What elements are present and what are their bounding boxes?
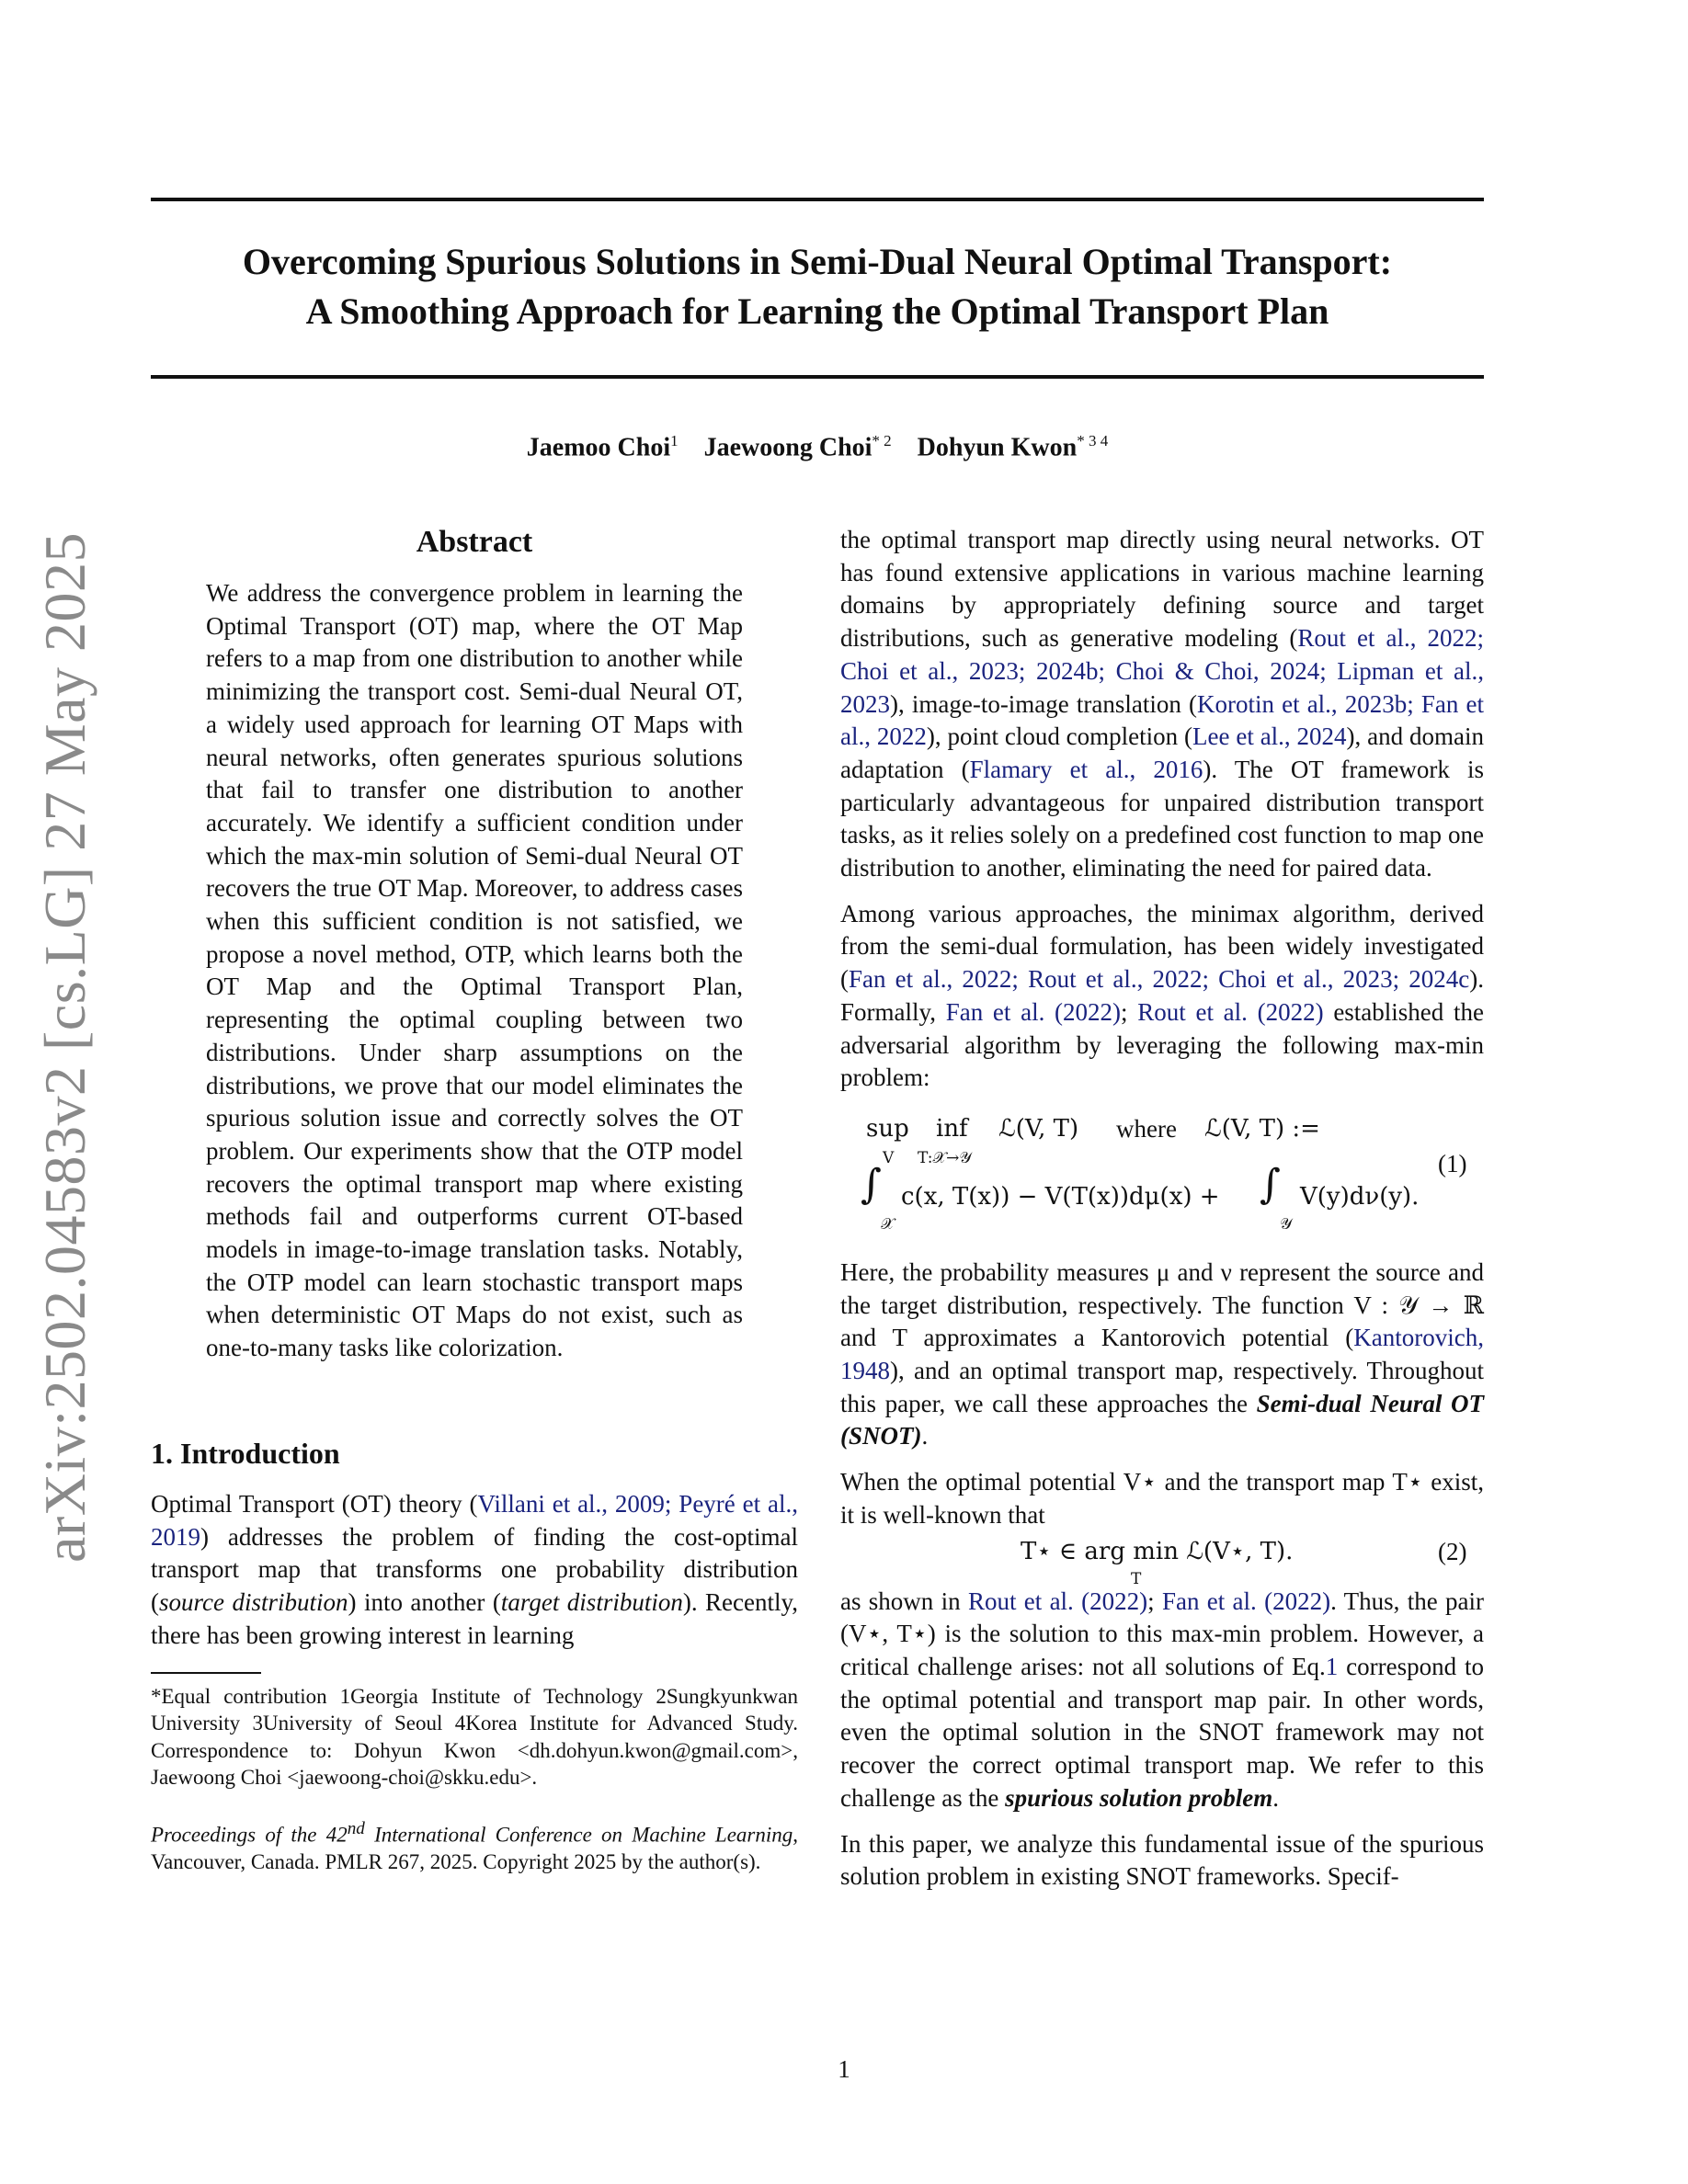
citation-link[interactable]: Korotin et al., 2023b; Fan et al., 2022 [840, 689, 1485, 751]
introduction-heading: 1. Introduction [151, 1436, 340, 1470]
title-line-1: Overcoming Spurious Solutions in Semi-Dual Neural Optimal Transport: [242, 241, 1393, 282]
citation-link[interactable]: Rout et al. (2022) [1137, 997, 1324, 1026]
paragraph: Here, the probability measures μ and ν represent the source and the target distribution, respectively. The function V : 𝒴 → ℝ and T approximates a Kantorovich potential (Kantorovich, 1948), and an optimal transport map, respectively. Throughout this paper, we call these approaches the Semi-dual Neural OT (SNOT). [840, 1257, 1484, 1450]
citation-link[interactable]: Fan et al. (2022) [1161, 1587, 1331, 1615]
right-column [840, 524, 1484, 1906]
author-affiliation: * 3 4 [1077, 432, 1109, 449]
page-number: 1 [838, 2055, 850, 2083]
citation-link[interactable]: Rout et al., 2022; Choi et al., 2023; 2024b; Choi & Choi, 2024; Lipman et al., 2023 [840, 624, 1485, 718]
author-list [151, 432, 1484, 462]
paragraph: When the optimal potential V⋆ and the transport map T⋆ exist, it is well-known that [840, 1468, 1484, 1529]
citation-link[interactable]: Rout et al. (2022) [967, 1587, 1148, 1615]
bottom-rule [151, 375, 1484, 379]
author-name: Dohyun Kwon [917, 433, 1078, 462]
citation-link[interactable]: Villani et al., 2009; Peyré et al., 2019 [151, 1489, 798, 1551]
paragraph: Among various approaches, the minimax algorithm, derived from the semi-dual formulation, has been widely investigated (Fan et al., 2022; Rout et al., 2022; Choi et al., 2023; 2024c). Formally, Fan et al. (2022); Rout et al. (2022) established the adversarial algorithm by leveraging the following max-min problem: [840, 899, 1484, 1092]
abstract-text: We address the convergence problem in learning the Optimal Transport (OT) map, where the OT Map refers to a map from one distribution to another while minimizing the transport cost. Semi-dual Neural OT, a widely used approach for learning OT Maps with neural networks, often generates spurious solutions that fail to transfer one distribution to another accurately. We identify a sufficient condition under which the max-min solution of Semi-dual Neural OT recovers the true OT Map. Moreover, to address cases when this sufficient condition is not satisfied, we propose a novel method, OTP, which learns both the OT Map and the Optimal Transport Plan, representing the optimal coupling between two distributions. Under sharp assumptions on the distributions, we prove that our model eliminates the spurious solution issue and correctly solves the OT problem. Our experiments show that the OTP model recovers the optimal transport map where existing methods fail and outperforms current OT-based models in image-to-image translation tasks. Notably, the OTP model can learn stochastic transport maps when deterministic OT Maps do not exist, such as one-to-many tasks like colorization. [206, 579, 743, 1362]
left-column [151, 524, 798, 1876]
author-affiliation: * 2 [872, 432, 892, 449]
paper-title [151, 237, 1484, 336]
paragraph: In this paper, we analyze this fundamental issue of the spurious solution problem in existing SNOT frameworks. Specif- [840, 1829, 1484, 1891]
author-affiliation: 1 [670, 432, 679, 449]
citation-link[interactable]: Fan et al., 2022; Rout et al., 2022; Choi et al., 2023; 2024c [849, 965, 1470, 994]
equation-2: T⋆ ∈ arg min ℒ(V⋆, T). T (2) [1021, 1537, 1467, 1588]
abstract-heading: Abstract [416, 525, 533, 559]
citation-link[interactable]: Flamary et al., 2016 [969, 755, 1203, 783]
citation-link[interactable]: Kantorovich, 1948 [840, 1324, 1484, 1385]
title-line-2: A Smoothing Approach for Learning the Optimal Transport Plan [305, 290, 1329, 332]
footnote-divider [151, 1672, 261, 1674]
top-rule [151, 198, 1484, 201]
author-name: Jaewoong Choi [703, 433, 873, 462]
proceedings-note: Proceedings of the 42nd International Conference on Machine Learning, Vancouver, Canada. PMLR 267, 2025. Copyright 2025 by the author(s). [151, 1818, 798, 1874]
arxiv-watermark: arXiv:2502.04583v2 [cs.LG] 27 May 2025 [32, 531, 97, 1563]
footnote: *Equal contribution 1Georgia Institute of Technology 2Sungkyunkwan University 3University of Seoul 4Korea Institute for Advanced Study. Correspondence to: Dohyun Kwon <dh.dohyun.kwon@gmail.com>, Jaewoong Choi <jaewoong-choi@skku.edu>. [151, 1684, 798, 1790]
paragraph: as shown in Rout et al. (2022); Fan et al. (2022). Thus, the pair (V⋆, T⋆) is the solution to this max-min problem. However, a critical challenge arises: not all solutions of Eq.1 correspond to the optimal potential and transport map pair. In other words, even the optimal solution in the SNOT framework may not recover the correct optimal transport map. We refer to this challenge as the spurious solution problem. [840, 1587, 1485, 1812]
citation-link[interactable]: Lee et al., 2024 [1192, 722, 1347, 751]
paragraph: the optimal transport map directly using neural networks. OT has found extensive applications in various machine learning domains by appropriately defining source and target distributions, such as generative modeling (Rout et al., 2022; Choi et al., 2023; 2024b; Choi & Choi, 2024; Lipman et al., 2023), image-to-image translation (Korotin et al., 2023b; Fan et al., 2022), point cloud completion (Lee et al., 2024), and domain adaptation (Flamary et al., 2016). The OT framework is particularly advantageous for unpaired distribution transport tasks, as it relies solely on a predefined cost function to map one distribution to another, eliminating the need for paired data. [840, 526, 1485, 882]
author-name: Jaemoo Choi [526, 433, 671, 462]
equation-1: sup V inf T:𝒳→𝒴 ℒ(V, T) where ℒ(V, T) := ∫ 𝒳 c(x, T(x)) − V(T(x))dμ(x) + ∫ 𝒴 V(y)dν(y). (1) [861, 1114, 1467, 1234]
equation-reference[interactable]: 1 [1325, 1652, 1339, 1680]
intro-paragraph: Optimal Transport (OT) theory (Villani et al., 2009; Peyré et al., 2019) addresses the problem of finding the cost-optimal transport map that transforms one probability distribution (source distribution) into another (target distribution). Recently, there has been growing interest in learning [151, 1489, 798, 1649]
citation-link[interactable]: Fan et al. (2022) [945, 997, 1122, 1026]
